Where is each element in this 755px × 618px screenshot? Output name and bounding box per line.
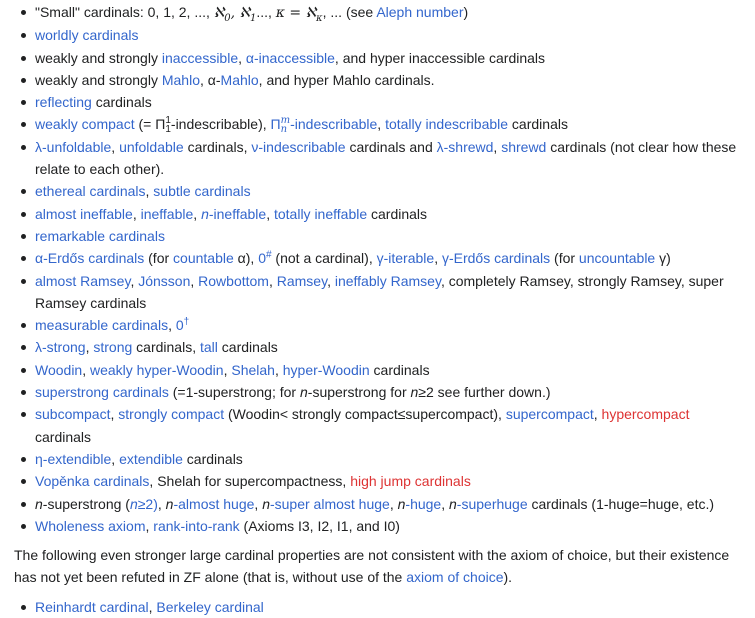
- item-text: -indescribable),: [170, 116, 271, 133]
- item-text: (=: [134, 116, 156, 133]
- kappa-equation-math: [275, 5, 323, 24]
- aleph-subscript: 1: [249, 12, 257, 24]
- item-text: ,: [254, 495, 263, 512]
- link-erd-s-cardinals[interactable]: α-Erdős cardinals: [35, 250, 145, 267]
- list-item: [14, 136, 747, 181]
- item-text: ,: [110, 406, 119, 423]
- item-text: ,: [389, 495, 398, 512]
- item-text: weakly and strongly: [35, 49, 162, 66]
- link-reinhardt-cardinal[interactable]: Reinhardt cardinal: [35, 598, 149, 615]
- list-item: [14, 69, 747, 91]
- item-text: (=1-superstrong; for: [168, 384, 300, 401]
- aleph-subscript: κ: [316, 12, 323, 24]
- item-text: ,: [223, 361, 232, 378]
- list-item: [14, 225, 747, 247]
- kappa-symbol: κ: [275, 5, 285, 21]
- item-text: ,: [168, 317, 176, 334]
- link-superhuge[interactable]: -superhuge: [456, 495, 528, 512]
- italic-variable: n: [299, 384, 308, 401]
- item-text: ).: [503, 569, 513, 586]
- link-mahlo[interactable]: Mahlo: [161, 71, 200, 88]
- aleph-symbol: ℵ: [305, 5, 317, 21]
- link-extendible[interactable]: η-extendible: [35, 450, 112, 467]
- link-strong[interactable]: strong: [93, 339, 133, 356]
- pi-subscript: 1: [165, 124, 171, 136]
- link-berkeley-cardinal[interactable]: Berkeley cardinal: [156, 598, 264, 615]
- item-text: ,: [327, 272, 335, 289]
- item-text: cardinals (1-huge=huge, etc.): [527, 495, 715, 512]
- italic-variable: n: [262, 495, 270, 512]
- item-text: ,: [193, 205, 202, 222]
- list-item: [14, 270, 747, 315]
- link-indescribable[interactable]: ν-indescribable: [251, 138, 346, 155]
- link-j-nsson[interactable]: Jónsson: [138, 272, 191, 289]
- aleph-symbol: ℵ: [213, 5, 225, 21]
- item-text: ,: [132, 205, 141, 222]
- item-text: ≥2 see further down.): [418, 384, 551, 401]
- pi-superscript: m: [280, 115, 291, 127]
- link-strongly-compact[interactable]: strongly compact: [118, 406, 225, 423]
- pi-subscript: n: [280, 124, 288, 136]
- link-countable[interactable]: countable: [173, 250, 234, 267]
- list-item: [14, 403, 747, 448]
- link-vop-nka-cardinals[interactable]: Vopěnka cardinals: [35, 473, 150, 490]
- item-text: , and hyper inaccessible cardinals: [334, 49, 546, 66]
- item-text: -superstrong (: [42, 495, 130, 512]
- item-text: cardinals: [91, 94, 152, 111]
- link-weakly-compact[interactable]: weakly compact: [35, 116, 135, 133]
- choice-paragraph: [14, 544, 747, 589]
- item-text: ,: [274, 361, 283, 378]
- item-text: cardinals: [217, 339, 278, 356]
- item-text: ,: [148, 598, 157, 615]
- list-item: [14, 359, 747, 381]
- link-superscript[interactable]: [184, 317, 190, 328]
- link-unfoldable[interactable]: unfoldable: [119, 138, 184, 155]
- italic-variable: n: [397, 495, 406, 512]
- link-italic-n[interactable]: n: [129, 495, 138, 512]
- pi-superscript: 1: [165, 115, 171, 127]
- item-text: cardinals: [369, 361, 430, 378]
- link-strong[interactable]: λ-strong: [35, 339, 86, 356]
- link-totally-indescribable[interactable]: totally indescribable: [385, 116, 509, 133]
- article-content: [0, 1, 755, 618]
- link-indescribable[interactable]: -indescribable: [290, 116, 378, 133]
- redlink-high-jump-cardinals[interactable]: high jump cardinals: [350, 473, 471, 490]
- link-ineffably-ramsey[interactable]: ineffably Ramsey: [334, 272, 441, 289]
- list-item: [14, 515, 747, 537]
- link-rowbottom[interactable]: Rowbottom: [198, 272, 269, 289]
- item-text: cardinals: [508, 116, 568, 133]
- item-text: (Woodin< strongly compact≤supercompact),: [224, 406, 506, 423]
- item-text: α),: [233, 250, 259, 267]
- italic-variable: n: [165, 495, 174, 512]
- item-text: (for: [550, 250, 579, 267]
- link-aleph-number[interactable]: Aleph number: [376, 4, 464, 20]
- item-text: ,: [493, 138, 502, 155]
- item-text: cardinals (not clear how these relate to each other).: [35, 138, 737, 178]
- item-text: ,: [145, 183, 154, 200]
- list-item: [14, 47, 747, 69]
- item-text: , and hyper Mahlo cardinals.: [258, 71, 435, 88]
- item-text: The following even stronger large cardinal properties are not consistent with the axiom of choice, but their existence has not yet been refuted in ZF alone (that is, without use of the: [14, 547, 730, 586]
- item-text: , ... (see: [322, 4, 377, 20]
- list-item: [14, 113, 747, 135]
- item-text: ,: [157, 495, 166, 512]
- aleph-symbol: ℵ: [239, 5, 250, 21]
- item-text: (Axioms I3, I2, I1, and I0): [239, 517, 400, 534]
- item-text: cardinals and: [345, 138, 437, 155]
- link-subcompact[interactable]: subcompact: [35, 406, 111, 423]
- equals-sign: =: [284, 5, 306, 21]
- item-text: cardinals,: [132, 339, 200, 356]
- item-text: "Small" cardinals: 0, 1, 2, ...,: [35, 4, 214, 20]
- item-text: ,: [268, 272, 277, 289]
- aleph-subscript: 0: [224, 12, 231, 24]
- item-text: -superstrong for: [307, 384, 411, 401]
- link-remarkable-cardinals[interactable]: remarkable cardinals: [35, 227, 165, 244]
- list-item: [14, 203, 747, 225]
- item-text: ,: [190, 272, 199, 289]
- link-extendible[interactable]: extendible: [119, 450, 183, 467]
- link-italic-n[interactable]: n: [201, 205, 209, 222]
- item-text: ,: [111, 138, 120, 155]
- link-supercompact[interactable]: supercompact: [505, 406, 594, 423]
- list-item: [14, 493, 747, 515]
- link-0[interactable]: 0: [175, 317, 184, 334]
- item-text: ...,: [256, 4, 276, 20]
- link-superscript-text[interactable]: †: [183, 316, 190, 328]
- link-almost-ineffable[interactable]: almost ineffable: [35, 205, 133, 222]
- link-inaccessible[interactable]: inaccessible: [161, 49, 239, 66]
- link-iterable[interactable]: γ-iterable: [376, 250, 435, 267]
- large-cardinal-list: [14, 1, 747, 537]
- link-huge[interactable]: -huge: [405, 495, 442, 512]
- link-ramsey[interactable]: Ramsey: [276, 272, 328, 289]
- italic-variable: n: [410, 384, 419, 401]
- link-ineffable[interactable]: -ineffable: [208, 205, 267, 222]
- item-text: , Shelah for supercompactness,: [149, 473, 351, 490]
- zf-cardinal-list: [14, 596, 747, 618]
- link-weakly-hyper-woodin[interactable]: weakly hyper-Woodin: [90, 361, 224, 378]
- aleph-sequence-math: [213, 5, 257, 24]
- item-text: , α-: [199, 71, 221, 88]
- link-uncountable[interactable]: uncountable: [578, 250, 656, 267]
- link-axiom-of-choice[interactable]: axiom of choice: [406, 569, 504, 586]
- link-ineffable[interactable]: ineffable: [140, 205, 194, 222]
- link-mahlo[interactable]: Mahlo: [220, 71, 259, 88]
- link-2[interactable]: ≥2): [137, 495, 158, 512]
- item-text: ,: [593, 406, 602, 423]
- italic-variable: n: [449, 495, 457, 512]
- item-text: cardinals: [367, 205, 428, 222]
- link-0[interactable]: 0: [258, 250, 266, 267]
- link-worldly-cardinals[interactable]: worldly cardinals: [35, 27, 139, 44]
- item-text: ,: [82, 361, 90, 378]
- list-item: [14, 448, 747, 470]
- link-woodin[interactable]: Woodin: [35, 361, 83, 378]
- item-text: ,: [145, 517, 154, 534]
- link-shrewd[interactable]: shrewd: [501, 138, 547, 155]
- pi-1-1-notation: [155, 115, 171, 136]
- link-hyper-woodin[interactable]: hyper-Woodin: [282, 361, 370, 378]
- item-text: cardinals: [182, 450, 243, 467]
- link-erd-s-cardinals[interactable]: γ-Erdős cardinals: [441, 250, 551, 267]
- link-super-almost-huge[interactable]: -super almost huge: [269, 495, 390, 512]
- list-item: [14, 381, 747, 403]
- italic-variable: n: [35, 495, 43, 512]
- link-measurable-cardinals[interactable]: measurable cardinals: [35, 317, 169, 334]
- pi-symbol: Π: [155, 116, 166, 133]
- item-text: cardinals: [35, 428, 92, 445]
- link-subtle-cardinals[interactable]: subtle cardinals: [153, 183, 251, 200]
- pi-scripts: [281, 116, 290, 134]
- link-ethereal-cardinals[interactable]: ethereal cardinals: [35, 183, 146, 200]
- link-pi-m-n-notation[interactable]: [270, 115, 291, 136]
- link-inaccessible[interactable]: α-inaccessible: [245, 49, 335, 66]
- item-text: , completely Ramsey, strongly Ramsey, super Ramsey cardinals: [35, 272, 724, 311]
- list-item: [14, 314, 747, 336]
- link-totally-ineffable[interactable]: totally ineffable: [273, 205, 368, 222]
- item-text: ,: [377, 116, 386, 133]
- item-text: ,: [266, 205, 274, 222]
- item-text: weakly and strongly: [35, 71, 162, 88]
- link-wholeness-axiom[interactable]: Wholeness axiom: [35, 517, 146, 534]
- item-text: (for: [144, 250, 174, 267]
- link-shelah[interactable]: Shelah: [231, 361, 275, 378]
- link-shrewd[interactable]: λ-shrewd: [436, 138, 494, 155]
- link-reflecting[interactable]: reflecting: [35, 94, 92, 111]
- list-item: [14, 1, 747, 24]
- list-item: [14, 247, 747, 269]
- item-text: ,: [130, 272, 139, 289]
- link-rank-into-rank[interactable]: rank-into-rank: [153, 517, 240, 534]
- link-tall[interactable]: tall: [199, 339, 218, 356]
- math-separator: ,: [230, 5, 240, 21]
- list-item: [14, 596, 747, 618]
- item-text: ,: [238, 49, 246, 66]
- item-text: ,: [441, 495, 449, 512]
- link-unfoldable[interactable]: λ-unfoldable: [35, 138, 112, 155]
- link-almost-huge[interactable]: -almost huge: [173, 495, 255, 512]
- link-superscript-text[interactable]: #: [265, 249, 272, 261]
- item-text: γ): [655, 250, 671, 267]
- list-item: [14, 91, 747, 113]
- list-item: [14, 180, 747, 202]
- item-text: ,: [111, 450, 120, 467]
- list-item: [14, 470, 747, 492]
- pi-symbol: Π: [270, 116, 281, 133]
- link-almost-ramsey[interactable]: almost Ramsey: [35, 272, 131, 289]
- item-text: ): [463, 4, 469, 20]
- list-item: [14, 336, 747, 358]
- link-superstrong-cardinals[interactable]: superstrong cardinals: [35, 384, 169, 401]
- list-item: [14, 24, 747, 46]
- redlink-hypercompact[interactable]: hypercompact: [601, 406, 690, 423]
- item-text: cardinals,: [183, 138, 252, 155]
- item-text: ,: [434, 250, 442, 267]
- item-text: (not a cardinal),: [271, 250, 377, 267]
- item-text: ,: [85, 339, 94, 356]
